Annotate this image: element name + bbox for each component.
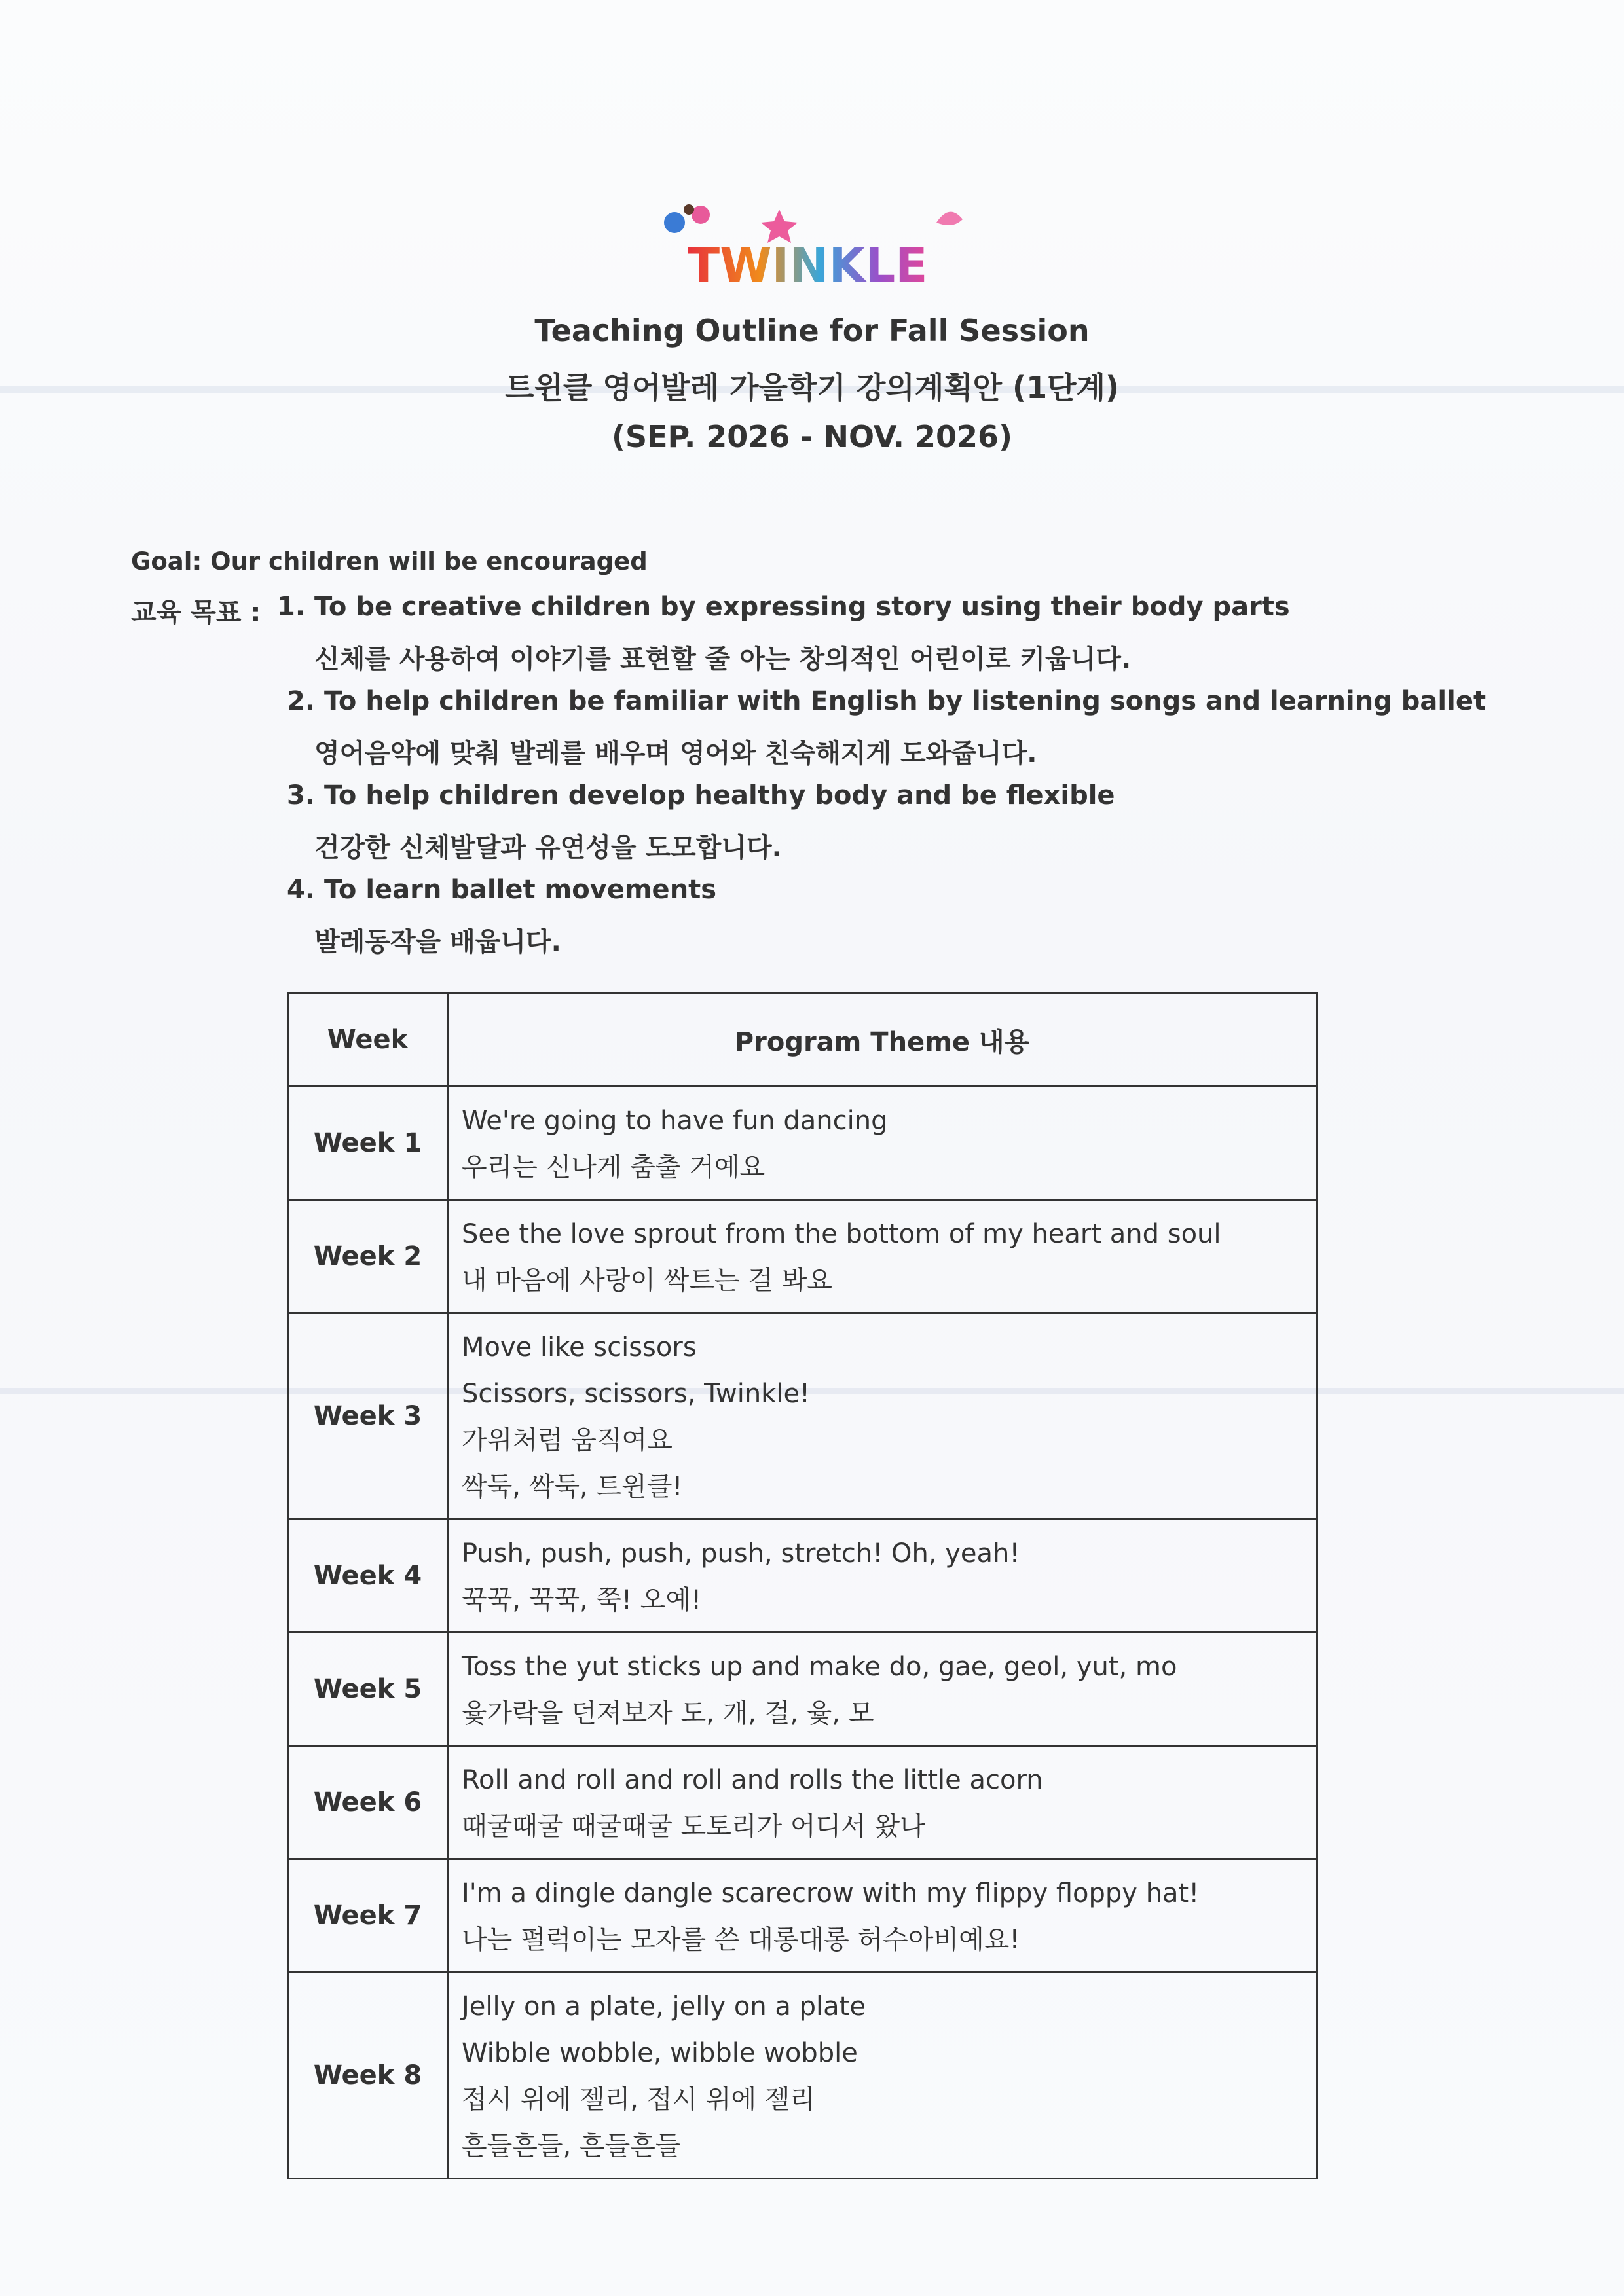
week-label: Week 6 [288, 1746, 448, 1859]
goal-label-korean: 교육 목표 : [131, 598, 261, 628]
theme-line: Toss the yut sticks up and make do, gae, geol, yut, mo [462, 1652, 1177, 1682]
goal-3-ko: 건강한 신체발달과 유연성을 도모합니다. [314, 833, 782, 863]
goal-2-en: 2. To help children be familiar with English by listening songs and learning ballet [287, 686, 1486, 716]
theme-line: Move like scissors [462, 1332, 697, 1362]
theme-line: 접시 위에 젤리, 접시 위에 젤리 [462, 2085, 815, 2115]
week-label: Week 3 [288, 1313, 448, 1520]
goal-4-en: 4. To learn ballet movements [287, 875, 717, 905]
week-label: Week 2 [288, 1200, 448, 1313]
theme-cell [448, 1746, 1317, 1859]
goal-heading: Goal: Our children will be encouraged [131, 547, 648, 575]
week-label: Week 8 [288, 1973, 448, 2179]
theme-line: 내 마음에 사랑이 싹트는 걸 봐요 [462, 1266, 832, 1296]
table-row [288, 1200, 1317, 1313]
title-korean: 트윈클 영어발레 가을학기 강의계획안 (1단계) [505, 370, 1119, 405]
table-row [288, 1859, 1317, 1973]
header-week: Week [288, 993, 448, 1087]
goal-4-ko: 발레동작을 배웁니다. [314, 927, 561, 957]
table-row [288, 1313, 1317, 1520]
theme-line: 윷가락을 던져보자 도, 개, 걸, 윷, 모 [462, 1698, 874, 1728]
theme-line: 우리는 신나게 춤출 거예요 [462, 1152, 766, 1182]
theme-line: 가위처럼 움직여요 [462, 1425, 673, 1455]
theme-line: 싹둑, 싹둑, 트윈클! [462, 1472, 683, 1502]
goal-3-en: 3. To help children develop healthy body and be flexible [287, 780, 1115, 811]
title-english: Teaching Outline for Fall Session [534, 313, 1090, 348]
theme-line: I'm a dingle dangle scarecrow with my flippy floppy hat! [462, 1878, 1200, 1908]
theme-line: Wibble wobble, wibble wobble [462, 2038, 858, 2068]
table-row [288, 1633, 1317, 1746]
svg-text:TWINKLE: TWINKLE [688, 238, 928, 293]
theme-line: Roll and roll and roll and rolls the little acorn [462, 1765, 1043, 1795]
week-label: Week 7 [288, 1859, 448, 1973]
theme-line: Jelly on a plate, jelly on a plate [462, 1992, 866, 2022]
goal-2-ko: 영어음악에 맞춰 발레를 배우며 영어와 친숙해지게 도와줍니다. [314, 738, 1037, 769]
theme-cell [448, 1633, 1317, 1746]
theme-cell [448, 1087, 1317, 1200]
week-label: Week 4 [288, 1520, 448, 1633]
session-period: (SEP. 2026 - NOV. 2026) [611, 419, 1013, 454]
theme-line: We're going to have fun dancing [462, 1106, 888, 1136]
table-header-row [288, 993, 1317, 1087]
table-row [288, 1746, 1317, 1859]
theme-cell [448, 1200, 1317, 1313]
theme-cell [448, 1313, 1317, 1520]
theme-line: 때굴때굴 때굴때굴 도토리가 어디서 왔나 [462, 1812, 925, 1842]
theme-line: Scissors, scissors, Twinkle! [462, 1379, 811, 1409]
twinkle-logo [648, 196, 976, 295]
week-label: Week 1 [288, 1087, 448, 1200]
theme-cell [448, 1520, 1317, 1633]
table-row [288, 1973, 1317, 2179]
goal-1-en: 1. To be creative children by expressing story using their body parts [277, 592, 1290, 622]
theme-line: See the love sprout from the bottom of my heart and soul [462, 1219, 1221, 1249]
goal-1-ko: 신체를 사용하여 이야기를 표현할 줄 아는 창의적인 어린이로 키웁니다. [314, 644, 1132, 674]
table-row [288, 1520, 1317, 1633]
table-row [288, 1087, 1317, 1200]
program-table [287, 992, 1318, 2179]
header-program-theme: Program Theme 내용 [448, 993, 1317, 1087]
theme-line: 꾹꾹, 꾹꾹, 쭉! 오예! [462, 1585, 702, 1615]
theme-line: Push, push, push, push, stretch! Oh, yeah! [462, 1539, 1020, 1569]
theme-cell [448, 1973, 1317, 2179]
theme-line: 나는 펄럭이는 모자를 쓴 대롱대롱 허수아비예요! [462, 1925, 1020, 1955]
week-label: Week 5 [288, 1633, 448, 1746]
theme-cell [448, 1859, 1317, 1973]
theme-line: 흔들흔들, 흔들흔들 [462, 2131, 681, 2161]
